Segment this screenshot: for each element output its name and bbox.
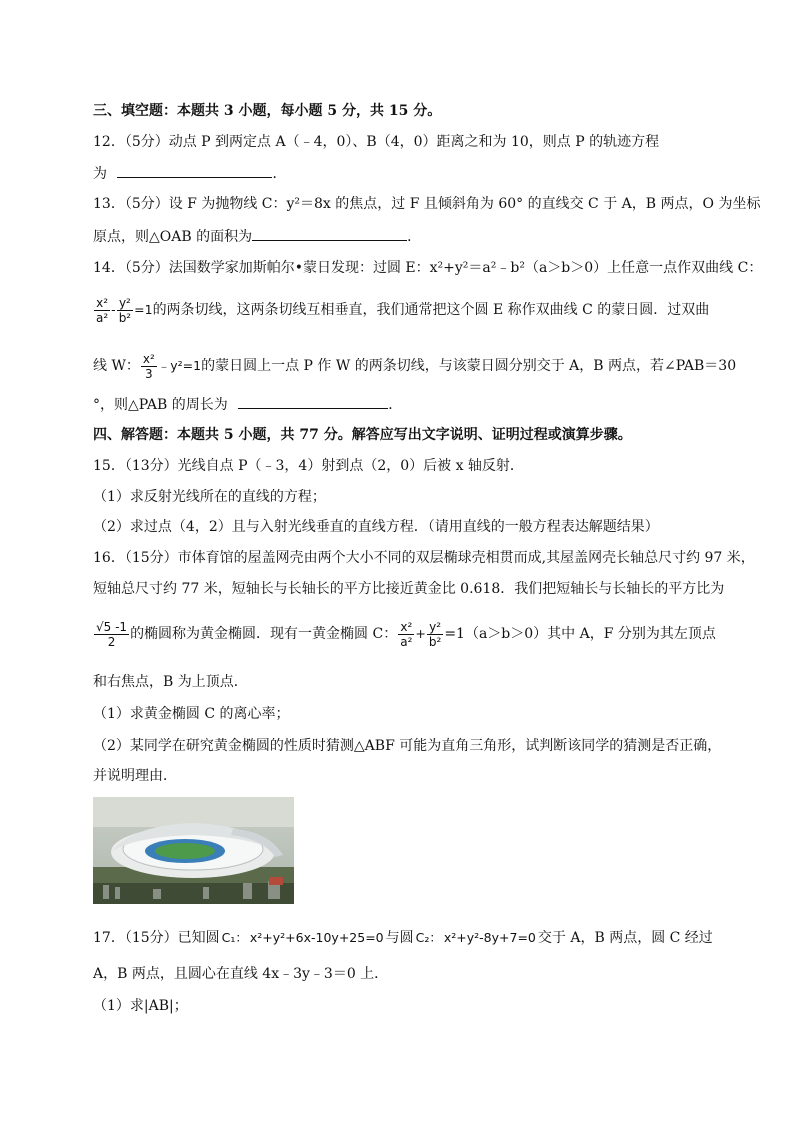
- question-14-line3: 线 W： $\frac{\text{x²}}{3}$ ﹣y²=1的蒙日圆上一点 P 作 W 的两条切线，与该蒙日圆分别交于 A，B 两点，若∠PAB＝30: [93, 351, 737, 381]
- q12-prefix: 为: [93, 166, 107, 182]
- question-14-line1: 14．（5分）法国数学家加斯帕尔•蒙日发现：过圆 E：x²+y²＝a²﹣b²（a＞b＞0）上任意一点作双曲线 C：: [93, 260, 763, 276]
- section-heading-fill-in: 三、填空题：本题共 3 小题，每小题 5 分，共 15 分。: [93, 103, 442, 119]
- question-14-line2: $\frac{\text{x²}}{\text{a²}}$ - $\frac{\text{y²}}{\text{b²}}$ =1的两条切线，这两条切线互相垂直，我们通常把这个圆 E 称作双曲线 C 的蒙日圆．过双曲: [96, 295, 710, 325]
- question-14-line4: °，则△PAB 的周长为 ．: [93, 394, 402, 415]
- question-17-line2: A，B 两点，且圆心在直线 4x﹣3y﹣3＝0 上．: [93, 966, 389, 982]
- q13-prefix: 原点，则△OAB 的面积为: [93, 229, 253, 245]
- question-16-part2-cont: 并说明理由．: [93, 768, 177, 784]
- q14-frac-x2-a2: $\frac{\text{x²}}{\text{a²}}$: [96, 295, 109, 325]
- q13-suffix: ．: [407, 229, 422, 245]
- q17-circle-c2: C₂：: [415, 930, 442, 945]
- question-12-line2: [93, 163, 286, 184]
- question-17-part1: （1）求|AB|；: [93, 998, 188, 1014]
- q16-frac-y2-b2: $\frac{\text{y²}}{\text{b²}}$: [428, 619, 442, 649]
- question-13-line2: [93, 226, 421, 247]
- question-12-line1: 12．（5分）动点 P 到两定点 A（﹣4，0）、B（4，0）距离之和为 10，则点 P 的轨迹方程: [93, 134, 660, 150]
- section-heading-solutions: 四、解答题：本题共 5 小题，共 77 分。解答应写出文字说明、证明过程或演算步骤。: [93, 427, 632, 443]
- q14-frac-x2-3: $\frac{\text{x²}}{3}$: [142, 351, 155, 381]
- q12-suffix: ．: [272, 166, 287, 182]
- q17-circle-c1: C₁：: [221, 930, 248, 945]
- question-16-line4: 和右焦点，B 为上顶点．: [93, 674, 248, 690]
- q16-frac-golden-ratio: $\frac{√5 -1}{2}$: [96, 619, 128, 649]
- q13-answer-blank: [252, 226, 407, 241]
- q17-eq-c2: x²+y²-8y+7=0: [443, 930, 536, 945]
- q14-answer-blank: [238, 394, 388, 409]
- q17-eq-c1: x²+y²+6x-10y+25=0: [249, 930, 384, 945]
- question-15-part2: （2）求过点（4，2）且与入射光线垂直的直线方程．（请用直线的一般方程表达解题结果）: [93, 519, 659, 535]
- question-13-line1: 13．（5分）设 F 为抛物线 C：y²＝8x 的焦点，过 F 且倾斜角为 60° 的直线交 C 于 A，B 两点，O 为坐标: [93, 196, 761, 212]
- q14-line3-text: 的蒙日圆上一点 P 作 W 的两条切线，与该蒙日圆分别交于 A，B 两点，若∠PAB＝30: [201, 358, 737, 374]
- question-15-line1: 15．（13分）光线自点 P（﹣3，4）射到点（2，0）后被 x 轴反射．: [93, 458, 524, 474]
- question-15-part1: （1）求反射光线所在的直线的方程；: [93, 489, 326, 505]
- question-16-line2: 短轴总尺寸约 77 米，短轴长与长轴长的平方比接近黄金比 0.618．我们把短轴长与长轴长的平方比为: [93, 581, 725, 597]
- question-16-part1: （1）求黄金椭圆 C 的离心率；: [93, 706, 290, 722]
- question-16-part2: （2）某同学在研究黄金椭圆的性质时猜测△ABF 可能为直角三角形，试判断该同学的猜测是否正确，: [93, 738, 722, 754]
- stadium-photo: [93, 797, 294, 904]
- q14-line2-text: 的两条切线，这两条切线互相垂直，我们通常把这个圆 E 称作双曲线 C 的蒙日圆．过双曲: [152, 302, 710, 318]
- question-17-line1: 17．（15分）已知圆 C₁： x²+y²+6x-10y+25=0 与圆 C₂： x²+y²-8y+7=0 交于 A，B 两点，圆 C 经过: [93, 930, 713, 946]
- q14-frac-y2-b2: $\frac{\text{y²}}{\text{b²}}$: [118, 295, 132, 325]
- question-16-line3: $\frac{√5 -1}{2}$ 的椭圆称为黄金椭圆．现有一黄金椭圆 C： $\frac{\text{x²}}{\text{a²}}$ + $\frac{\text{y²}}{\text{b²}}$ =1（a＞b＞0）其中 A，F 分别为其左顶点: [96, 619, 716, 649]
- q12-answer-blank: [117, 163, 272, 178]
- question-16-line1: 16．（15分）市体育馆的屋盖网壳由两个大小不同的双层椭球壳相贯而成,其屋盖网壳长轴总尺寸约 97 米，: [93, 550, 755, 566]
- q16-frac-x2-a2: $\frac{\text{x²}}{\text{a²}}$: [400, 619, 413, 649]
